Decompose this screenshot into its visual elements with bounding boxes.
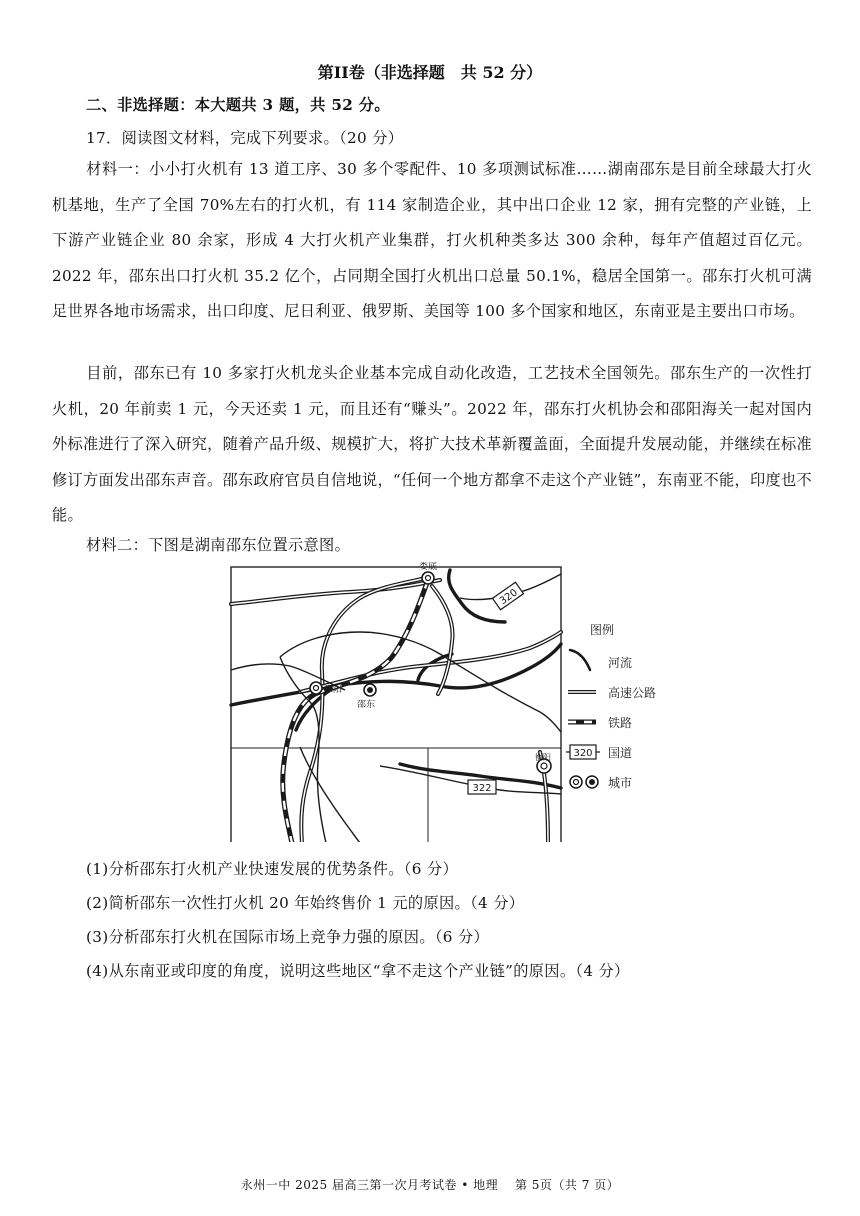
city-loudi-label: 娄底 bbox=[418, 562, 438, 572]
page-footer: 永州一中 2025 届高三第一次月考试卷 • 地理 第 5页（共 7 页） bbox=[240, 1178, 620, 1192]
city-shaoyang-label: 邵阳 bbox=[324, 685, 343, 695]
section-title: 第II卷（非选择题 共 52 分） bbox=[317, 63, 543, 82]
map-frame bbox=[231, 567, 561, 842]
legend-railway bbox=[568, 715, 632, 730]
location-map bbox=[0, 562, 860, 842]
city-shaodong-label: 邵东 bbox=[356, 700, 376, 710]
material-one-text-2: 目前，邵东已有 10 多家打火机龙头企业基本完成自动化改造，工艺技术全国领先。邵东生产的一次性打火机，20 年前卖 1 元，今天还卖 1 元，而且还有“赚头”。2022 年，邵东打火机协会和邵阳海关一起对国内外标准进行了深入研究，随着产品升级、规模扩大，将扩大技术革新覆盖面，全面提升发展动能，并继续在标准修订方面发出邵东声音。邵东政府官员自信地说，“任何一个地方都拿不走这个产业链”，东南亚不能，印度也不能。 bbox=[52, 364, 812, 524]
question-1: (1)分析邵东打火机产业快速发展的优势条件。（6 分） bbox=[86, 860, 458, 878]
legend-railway-label: 铁路 bbox=[608, 716, 633, 730]
highway-lines bbox=[231, 578, 561, 842]
city-shaodong bbox=[357, 684, 376, 710]
legend-title: 图例 bbox=[590, 623, 615, 637]
legend-national-road bbox=[566, 745, 632, 760]
question-4: (4)从东南亚或印度的角度，说明这些地区“拿不走这个产业链”的原因。（4 分） bbox=[86, 962, 630, 980]
material-one-text: 材料一：小小打火机有 13 道工序、30 多个零配件、10 多项测试标准……湖南邵东是目前全球最大打火机基地，生产了全国 70%左右的打火机，有 114 家制造企业，其中出口企业 12 家，拥有完整的产业链，上下游产业链企业 80 余家，形成 4 大打火机产业集群，打火机种类多达 300 余种，每年产值超过百亿元。2022 年，邵东出口打火机 35.2 亿个，占同期全国打火机出口总量 50.1%，稳居全国第一。邵东打火机可满足世界各地市场需求，出口印度、尼日利亚、俄罗斯、美国等 100 多个国家和地区，东南亚是主要出口市场。 bbox=[52, 160, 812, 320]
city-hengyang bbox=[535, 752, 551, 773]
part-heading: 二、非选择题：本大题共 3 题，共 52 分。 bbox=[86, 96, 390, 114]
national-road-lines bbox=[231, 574, 561, 842]
legend-river-label: 河流 bbox=[608, 656, 633, 670]
material-one-paragraph bbox=[52, 152, 812, 330]
route-320-top-shield bbox=[493, 582, 524, 610]
route-322-label: 322 bbox=[472, 783, 492, 794]
legend-national-road-sample: 320 bbox=[573, 748, 593, 759]
legend-city-label: 城市 bbox=[608, 776, 633, 790]
city-hengyang-label: 衡阳 bbox=[535, 753, 551, 762]
question-2: (2)简析邵东一次性打火机 20 年始终售价 1 元的原因。（4 分） bbox=[86, 894, 525, 912]
legend-river bbox=[570, 650, 632, 670]
route-322-shield bbox=[468, 780, 496, 794]
route-320-top-label: 320 bbox=[497, 587, 520, 608]
question-3: (3)分析邵东打火机在国际市场上竞争力强的原因。（6 分） bbox=[86, 928, 490, 946]
legend-national-road-label: 国道 bbox=[608, 746, 633, 760]
material-two-caption: 材料二：下图是湖南邵东位置示意图。 bbox=[86, 536, 351, 554]
question-intro: 17．阅读图文材料，完成下列要求。（20 分） bbox=[86, 129, 404, 147]
map-legend bbox=[566, 622, 656, 790]
legend-city bbox=[570, 776, 632, 790]
material-one-paragraph-2 bbox=[52, 356, 812, 534]
legend-highway bbox=[568, 685, 656, 700]
legend-highway-label: 高速公路 bbox=[608, 686, 657, 700]
